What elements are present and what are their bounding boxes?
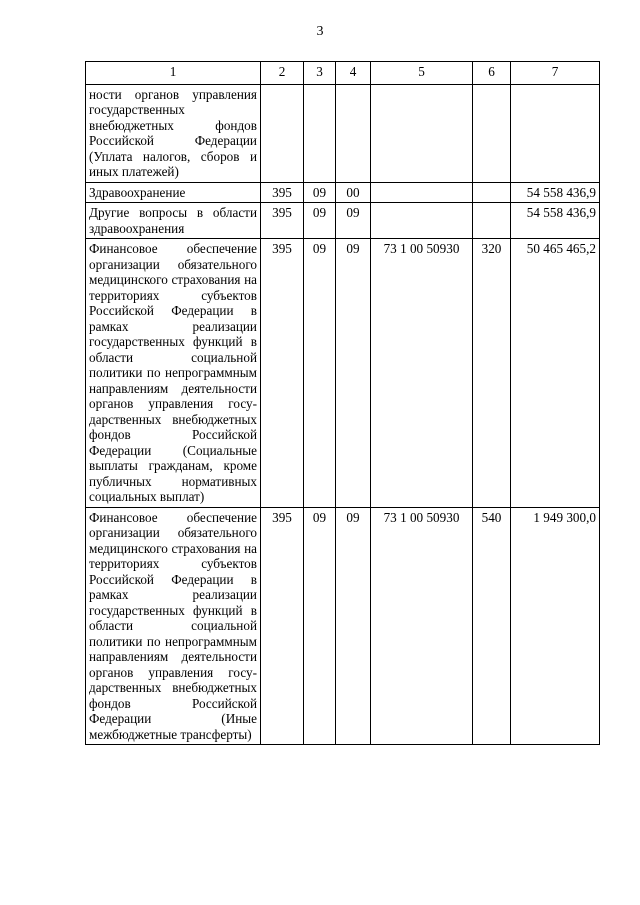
row-rz (304, 84, 336, 182)
row-name: Другие вопросы в области здравоохранения (86, 203, 261, 239)
row-vr: 320 (473, 239, 511, 508)
header-row (86, 62, 600, 85)
table-row (86, 239, 600, 508)
row-csr (371, 84, 473, 182)
row-gr: 395 (261, 182, 304, 203)
row-sum: 1 949 300,0 (511, 507, 600, 745)
row-vr (473, 182, 511, 203)
row-sum: 54 558 436,9 (511, 182, 600, 203)
column-header: 1 (86, 62, 261, 85)
budget-table (85, 61, 600, 745)
table-row (86, 507, 600, 745)
column-header: 7 (511, 62, 600, 85)
row-name: Финансовое обеспечение организации обязательного медицинского страхования на территориях субъектов Российской Федерации в рамках реализации государственных функций в области социальной политики по непрограммным направлениям деятельности органов управления государственных внебюджетных фондов Российской Федерации (Социальные выплаты гражданам, кроме публичных нормативных социальных выплат) (86, 239, 261, 508)
row-pr: 00 (336, 182, 371, 203)
table-row (86, 182, 600, 203)
row-rz: 09 (304, 507, 336, 745)
row-csr (371, 182, 473, 203)
row-gr: 395 (261, 239, 304, 508)
row-sum: 54 558 436,9 (511, 203, 600, 239)
row-name: ности органов управления государственных внебюджетных фондов Российской Федерации (Уплата налогов, сборов и иных платежей) (86, 84, 261, 182)
row-csr: 73 1 00 50930 (371, 239, 473, 508)
row-gr (261, 84, 304, 182)
row-pr (336, 84, 371, 182)
row-pr: 09 (336, 507, 371, 745)
row-csr (371, 203, 473, 239)
row-rz: 09 (304, 239, 336, 508)
column-header: 5 (371, 62, 473, 85)
page-number: 3 (316, 24, 324, 39)
column-header: 4 (336, 62, 371, 85)
row-name: Здравоохранение (86, 182, 261, 203)
row-sum (511, 84, 600, 182)
column-header: 2 (261, 62, 304, 85)
row-pr: 09 (336, 203, 371, 239)
row-rz: 09 (304, 203, 336, 239)
row-vr (473, 84, 511, 182)
row-sum: 50 465 465,2 (511, 239, 600, 508)
row-rz: 09 (304, 182, 336, 203)
table-row (86, 203, 600, 239)
row-csr: 73 1 00 50930 (371, 507, 473, 745)
table-row (86, 84, 600, 182)
row-gr: 395 (261, 203, 304, 239)
column-header: 3 (304, 62, 336, 85)
row-gr: 395 (261, 507, 304, 745)
row-vr (473, 203, 511, 239)
column-header: 6 (473, 62, 511, 85)
row-pr: 09 (336, 239, 371, 508)
row-name: Финансовое обеспечение организации обязательного медицинского страхования на территориях субъектов Российской Федерации в рамках реализации государственных функций в области социальной политики по непрограммным направлениям деятельности органов управления государственных внебюджетных фондов Российской Федерации (Иные межбюджетные трансферты) (86, 507, 261, 745)
row-vr: 540 (473, 507, 511, 745)
